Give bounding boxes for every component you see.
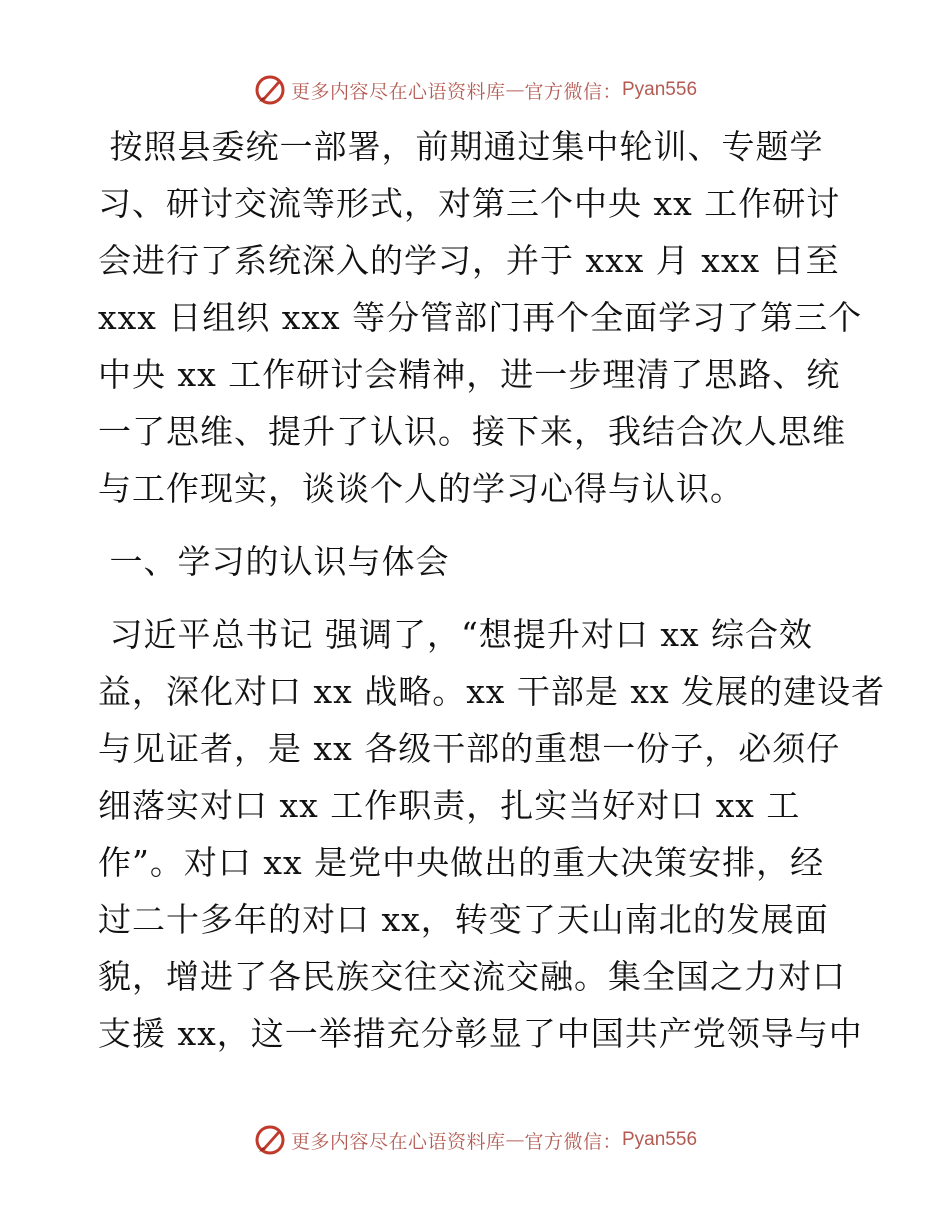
text-line: 益，深化对口 xx 战略。xx 干部是 xx 发展的建设者 [98, 672, 886, 711]
header-watermark [0, 70, 950, 110]
text-line: 与工作现实，谈谈个人的学习心得与认识。 [98, 469, 744, 508]
watermark-separator: — [505, 79, 525, 101]
paragraph-intro [98, 118, 863, 517]
text-line: xxx 日组织 xxx 等分管部门再个全面学习了第三个 [98, 298, 863, 337]
pen-logo-icon [253, 73, 287, 107]
watermark-text: 更多内容尽在心语资料库 [290, 1130, 506, 1153]
watermark-text: 更多内容尽在心语资料库 [290, 80, 506, 103]
text-line: 一了思维、提升了认识。接下来，我结合次人思维 [98, 412, 846, 451]
text-line: 支援 xx，这一举措充分彰显了中国共产党领导与中 [98, 1014, 863, 1053]
text-line: 中央 xx 工作研讨会精神，进一步理清了思路、统 [98, 355, 841, 394]
watermark-wechat-id: Pyan556 [622, 79, 698, 100]
text-line: 习、研讨交流等形式，对第三个中央 xx 工作研讨 [98, 184, 841, 223]
text-line: 细落实对口 xx 工作职责，扎实当好对口 xx 工 [98, 786, 801, 825]
text-line: 按照县委统一部署，前期通过集中轮训、专题学 [98, 127, 824, 166]
text-line: 作”。对口 xx 是党中央做出的重大决策安排，经 [98, 843, 825, 882]
text-line: 貌，增进了各民族交往交流交融。集全国之力对口 [98, 957, 846, 996]
text-line: 会进行了系统深入的学习，并于 xxx 月 xxx 日至 [98, 241, 840, 280]
watermark-wechat-id: Pyan556 [622, 1129, 698, 1150]
watermark-wechat-label: 官方微信： [524, 1130, 622, 1153]
document-body [98, 118, 886, 1062]
text-line: 习近平总书记 强调了，“想提升对口 xx 综合效 [98, 615, 814, 654]
footer-watermark [0, 1120, 950, 1160]
watermark-separator: — [505, 1129, 525, 1151]
section-heading: 一、学习的认识与体会 [98, 542, 450, 581]
pen-logo-icon [253, 1123, 287, 1157]
text-line: 过二十多年的对口 xx，转变了天山南北的发展面 [98, 900, 829, 939]
paragraph-section1 [98, 606, 886, 1062]
text-line: 与见证者，是 xx 各级干部的重想一份子，必须仔 [98, 729, 841, 768]
watermark-wechat-label: 官方微信： [524, 80, 622, 103]
